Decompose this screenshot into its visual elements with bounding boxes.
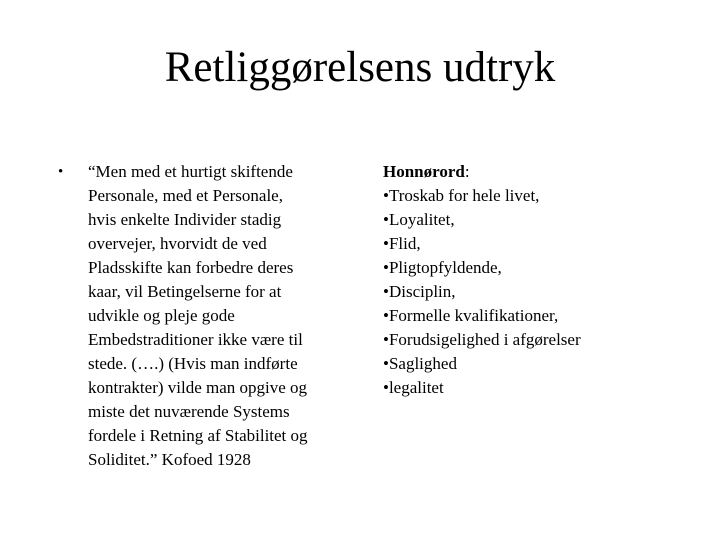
keyword-bullet: •: [383, 282, 389, 301]
keyword-label: Disciplin,: [388, 282, 456, 301]
keyword-item: [383, 328, 703, 352]
keyword-label: Pligtopfyldende,: [388, 258, 502, 277]
keyword-item: [383, 304, 703, 328]
keyword-bullet: •: [383, 330, 389, 349]
quote-line: Embedstraditioner ikke være til: [88, 330, 303, 349]
keyword-label: Flid,: [388, 234, 421, 253]
quote-line: overvejer, hvorvidt de ved: [88, 234, 267, 253]
keyword-bullet: •: [383, 234, 389, 253]
quote-block: [58, 160, 358, 472]
keyword-bullet: •: [383, 210, 389, 229]
keyword-label: Forudsigelighed i afgørelser: [388, 330, 581, 349]
keyword-label: Loyalitet,: [388, 210, 455, 229]
keyword-item: [383, 376, 703, 400]
slide-title: Retliggørelsens udtryk: [164, 44, 556, 91]
keyword-label: Saglighed: [388, 354, 457, 373]
keyword-bullet: •: [383, 186, 389, 205]
keyword-label: Formelle kvalifikationer,: [388, 306, 559, 325]
keywords-heading-label: Honnørord: [383, 162, 465, 181]
keyword-item: [383, 256, 703, 280]
quote-line: fordele i Retning af Stabilitet og: [88, 426, 308, 445]
keyword-bullet: •: [383, 378, 389, 397]
quote-line: miste det nuværende Systems: [88, 402, 290, 421]
keywords-block: [383, 160, 703, 400]
quote-line: stede. (….) (Hvis man indførte: [88, 354, 298, 373]
quote-line: udvikle og pleje gode: [88, 306, 235, 325]
keyword-item: [383, 208, 703, 232]
quote-line: Pladsskifte kan forbedre deres: [88, 258, 294, 277]
keyword-item: [383, 280, 703, 304]
keyword-bullet: •: [383, 354, 389, 373]
keyword-bullet: •: [383, 258, 389, 277]
keyword-item: [383, 184, 703, 208]
quote-text: [88, 160, 358, 472]
quote-line: Soliditet.” Kofoed 1928: [88, 450, 251, 469]
keyword-item: [383, 352, 703, 376]
quote-line: kaar, vil Betingelserne for at: [88, 282, 282, 301]
quote-line: Personale, med et Personale,: [88, 186, 283, 205]
keywords-heading-colon: :: [464, 162, 470, 181]
keyword-item: [383, 232, 703, 256]
quote-bullet: •: [58, 164, 64, 180]
quote-line: “Men med et hurtigt skiftende: [88, 162, 293, 181]
keyword-bullet: •: [383, 306, 389, 325]
keyword-label: legalitet: [388, 378, 444, 397]
quote-line: hvis enkelte Individer stadig: [88, 210, 282, 229]
keywords-heading: [383, 160, 703, 184]
quote-line: kontrakter) vilde man opgive og: [88, 378, 308, 397]
keyword-label: Troskab for hele livet,: [388, 186, 540, 205]
